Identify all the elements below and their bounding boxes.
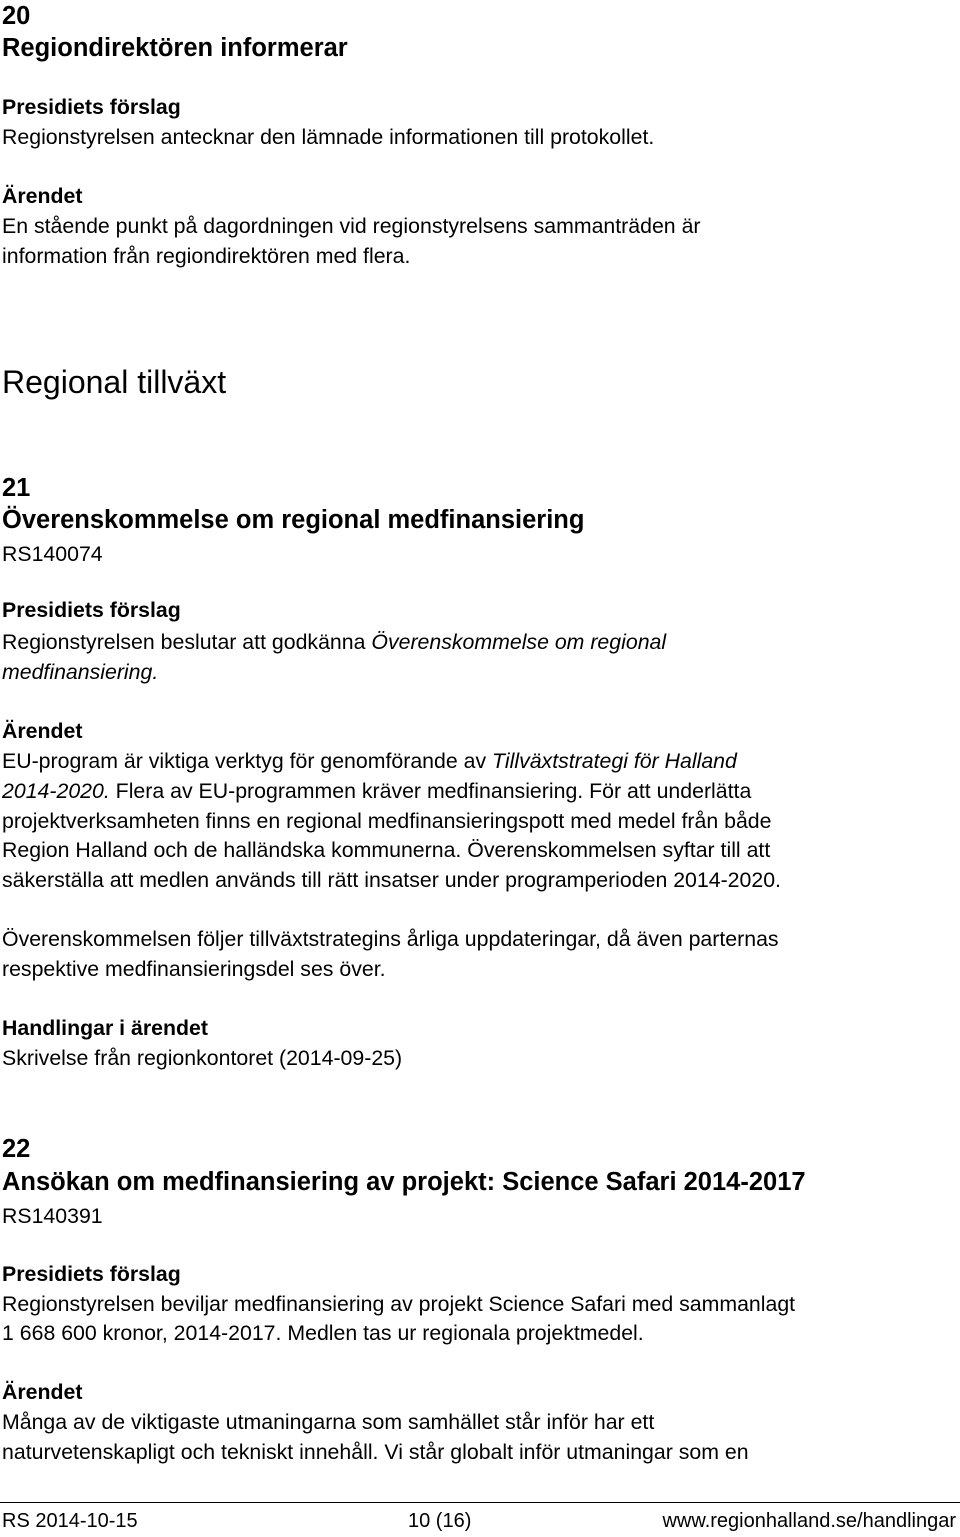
item-21-matter-heading: Ärendet bbox=[2, 719, 83, 743]
item-21-matter-line: projektverksamheten finns en regional medfinansieringspott med medel från både bbox=[2, 809, 772, 833]
item-21-paragraph-line: respektive medfinansieringsdel ses över. bbox=[2, 957, 386, 981]
proposal-document-title: Överenskommelse om regional bbox=[371, 630, 667, 654]
footer-page-number: 10 (16) bbox=[408, 1510, 472, 1532]
item-21-documents-heading: Handlingar i ärendet bbox=[2, 1016, 208, 1040]
footer-link[interactable]: www.regionhalland.se/handlingar bbox=[662, 1510, 956, 1532]
item-21-paragraph-line: Överenskommelsen följer tillväxtstrategins årliga uppdateringar, då även parternas bbox=[2, 927, 779, 951]
item-20-number: 20 bbox=[2, 2, 31, 30]
item-22-matter-line: Många av de viktigaste utmaningarna som samhället står inför har ett bbox=[2, 1410, 655, 1434]
section-heading: Regional tillväxt bbox=[2, 364, 227, 400]
matter-text: Flera av EU-programmen kräver medfinansiering. För att underlätta bbox=[109, 779, 752, 803]
strategy-period: 2014-2020. bbox=[2, 779, 110, 803]
item-20-matter-line: En stående punkt på dagordningen vid regionstyrelsens sammanträden är bbox=[2, 214, 701, 238]
item-21-proposal-heading: Presidiets förslag bbox=[2, 598, 181, 622]
item-21-matter-line: Region Halland och de halländska kommunerna. Överenskommelsen syftar till att bbox=[2, 838, 771, 862]
item-21-proposal-line: medfinansiering. bbox=[2, 660, 159, 684]
item-21-proposal-line bbox=[2, 627, 666, 657]
item-21-number: 21 bbox=[2, 474, 31, 502]
item-20-matter-heading: Ärendet bbox=[2, 184, 83, 208]
item-22-title: Ansökan om medfinansiering av projekt: Science Safari 2014-2017 bbox=[2, 1168, 806, 1196]
item-22-matter-heading: Ärendet bbox=[2, 1380, 83, 1404]
footer-date: RS 2014-10-15 bbox=[2, 1510, 138, 1532]
strategy-title: Tillväxtstrategi för Halland bbox=[492, 749, 737, 773]
item-20-title: Regiondirektören informerar bbox=[2, 34, 348, 62]
item-21-documents-text: Skrivelse från regionkontoret (2014-09-25) bbox=[2, 1046, 403, 1070]
item-21-reference: RS140074 bbox=[2, 542, 103, 566]
proposal-text: Regionstyrelsen beslutar att godkänna bbox=[2, 630, 372, 654]
item-22-number: 22 bbox=[2, 1135, 31, 1163]
item-20-proposal-text: Regionstyrelsen antecknar den lämnade informationen till protokollet. bbox=[2, 125, 655, 149]
item-22-matter-line: naturvetenskapligt och tekniskt innehåll. Vi står globalt inför utmaningar som en bbox=[2, 1440, 749, 1464]
item-21-title: Överenskommelse om regional medfinansiering bbox=[2, 506, 585, 534]
item-22-proposal-line: 1 668 600 kronor, 2014-2017. Medlen tas ur regionala projektmedel. bbox=[2, 1321, 644, 1345]
item-22-reference: RS140391 bbox=[2, 1204, 103, 1228]
item-21-matter-line bbox=[2, 776, 751, 806]
item-21-matter-line: säkerställa att medlen används till rätt insatser under programperioden 2014-2020. bbox=[2, 868, 781, 892]
matter-text: EU-program är viktiga verktyg för genomförande av bbox=[2, 749, 493, 773]
item-20-matter-line: information från regiondirektören med flera. bbox=[2, 244, 411, 268]
item-22-proposal-heading: Presidiets förslag bbox=[2, 1262, 181, 1286]
item-22-proposal-line: Regionstyrelsen beviljar medfinansiering av projekt Science Safari med sammanlagt bbox=[2, 1292, 796, 1316]
footer-divider bbox=[0, 1502, 960, 1503]
item-21-matter-line bbox=[2, 746, 737, 776]
item-20-proposal-heading: Presidiets förslag bbox=[2, 95, 181, 119]
